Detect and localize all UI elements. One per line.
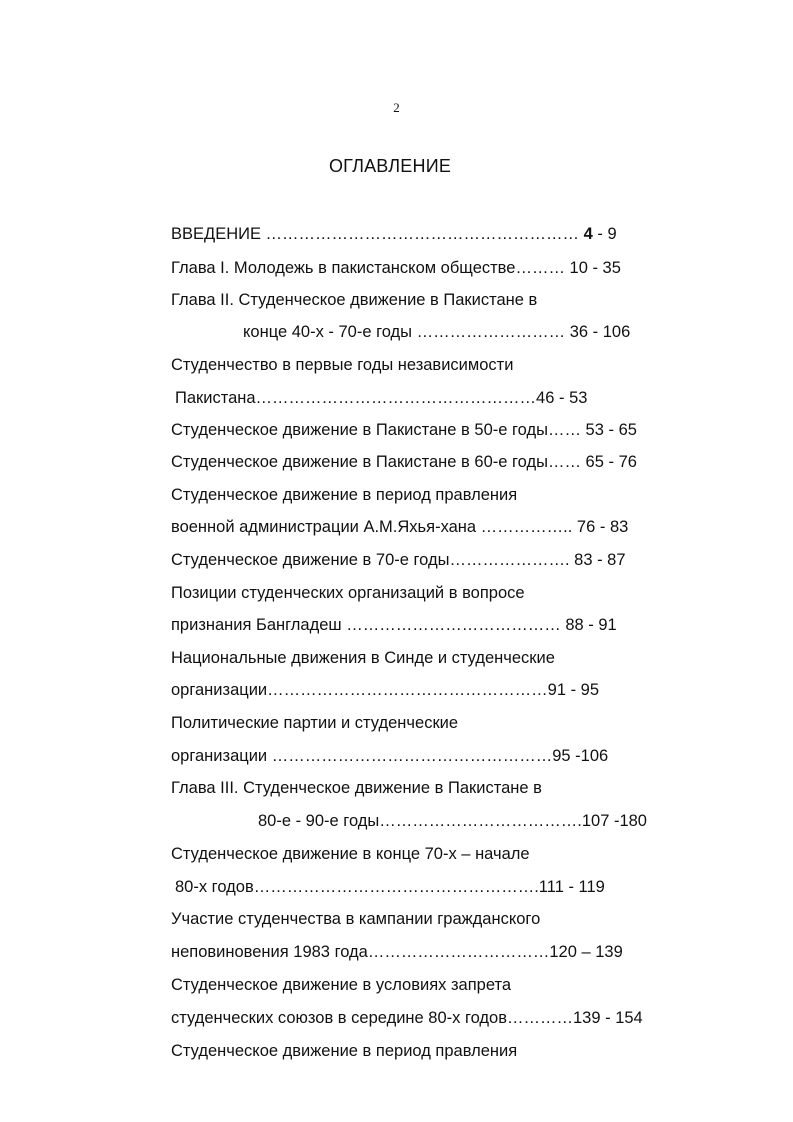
toc-title: ОГЛАВЛЕНИЕ: [328, 156, 452, 176]
toc-line: Студенческое движение в Пакистане в 60-е годы…… 65 - 76: [171, 453, 637, 471]
toc-line: конце 40-х - 70-е годы ……………………… 36 - 106: [243, 323, 631, 341]
toc-line: Позиции студенческих организаций в вопросе: [171, 584, 525, 602]
toc-line: Участие студенчества в кампании гражданского: [171, 910, 541, 928]
toc-line: Студенческое движение в период правления: [171, 486, 518, 504]
toc-line: Глава III. Студенческое движение в Пакистане в: [171, 779, 542, 797]
toc-line: Пакистана……………………………………………46 - 53: [175, 389, 588, 407]
toc-line: 80-х годов…………………………………………….111 - 119: [175, 878, 605, 896]
toc-line: Студенчество в первые годы независимости: [171, 356, 514, 374]
toc-line: студенческих союзов в середине 80-х годов…………139 - 154: [171, 1009, 643, 1027]
toc-line: Студенческое движение в условиях запрета: [171, 976, 511, 994]
toc-line: Национальные движения в Синде и студенческие: [171, 649, 555, 667]
toc-entry-introduction: [171, 224, 617, 244]
toc-line: Студенческое движение в Пакистане в 50-е годы…… 53 - 65: [171, 421, 637, 439]
toc-line: организации……………………………………………91 - 95: [171, 681, 600, 699]
toc-line: организации ……………………………………………95 -106: [171, 747, 609, 765]
toc-line: Студенческое движение в 70-е годы…………………. 83 - 87: [171, 551, 626, 569]
toc-entry-page-end: - 9: [592, 225, 617, 243]
toc-entry-text: ВВЕДЕНИЕ …………………………………………………: [171, 225, 584, 243]
toc-line: 80-е - 90-е годы……………………………….107 -180: [258, 812, 647, 830]
toc-line: военной администрации А.М.Яхья-хана …………….. 76 - 83: [171, 518, 629, 536]
page-number: 2: [393, 100, 400, 115]
toc-line: неповиновения 1983 года……………………………120 – 139: [171, 943, 623, 961]
toc-line: Студенческое движение в конце 70-х – начале: [171, 845, 530, 863]
toc-line: Студенческое движение в период правления: [171, 1042, 518, 1060]
toc-line: Глава I. Молодежь в пакистанском обществе……… 10 - 35: [171, 259, 621, 277]
toc-line: признания Бангладеш ………………………………… 88 - 91: [171, 616, 617, 634]
toc-line: Глава II. Студенческое движение в Пакистане в: [171, 291, 538, 309]
toc-entry-page-start: 4: [583, 225, 593, 243]
toc-line: Политические партии и студенческие: [171, 714, 459, 732]
